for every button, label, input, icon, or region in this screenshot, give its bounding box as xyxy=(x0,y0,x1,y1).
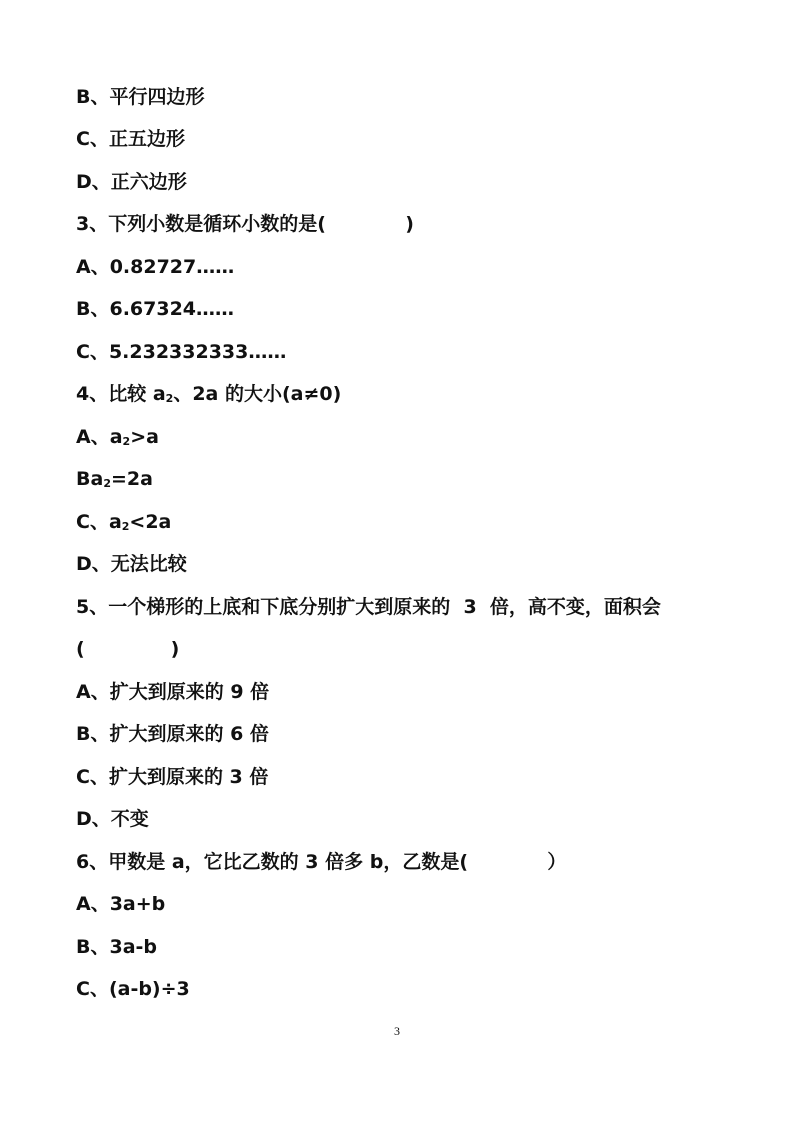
q4-option-a: A、a2>a xyxy=(76,426,159,448)
question-4: 4、比较 a2、2a 的大小(a≠0) xyxy=(76,383,342,405)
q3-option-b: B、6.67324…… xyxy=(76,298,235,320)
question-5-blank: ( ) xyxy=(76,638,180,660)
q4-option-c: C、a2<2a xyxy=(76,511,172,533)
exponent: 2 xyxy=(121,520,130,533)
question-3: 3、下列小数是循环小数的是( ) xyxy=(76,213,414,235)
q5-option-c: C、扩大到原来的 3 倍 xyxy=(76,766,269,788)
q2-option-d: D、正六边形 xyxy=(76,171,187,193)
q6-option-c: C、(a-b)÷3 xyxy=(76,978,190,1000)
q6-option-a: A、3a+b xyxy=(76,893,166,915)
q5-option-b: B、扩大到原来的 6 倍 xyxy=(76,723,269,745)
exponent: 2 xyxy=(103,477,111,490)
question-5: 5、一个梯形的上底和下底分别扩大到原来的 3 倍，高不变，面积会 xyxy=(76,596,661,618)
q3-option-c: C、5.232332333…… xyxy=(76,341,287,363)
q3-option-a: A、0.82727…… xyxy=(76,256,235,278)
q6-option-b: B、3a-b xyxy=(76,936,158,958)
q2-option-b: B、平行四边形 xyxy=(76,86,205,108)
q4-option-d: D、无法比较 xyxy=(76,553,187,575)
q2-option-c: C、正五边形 xyxy=(76,128,185,150)
q5-option-a: A、扩大到原来的 9 倍 xyxy=(76,681,270,703)
page-number: 3 xyxy=(394,1024,400,1038)
exponent: 2 xyxy=(122,435,131,448)
q4-option-b: Ba2=2a xyxy=(76,468,153,490)
q5-option-d: D、不变 xyxy=(76,808,149,830)
question-6: 6、甲数是 a，它比乙数的 3 倍多 b，乙数是( ） xyxy=(76,851,567,873)
exponent: 2 xyxy=(165,392,174,405)
